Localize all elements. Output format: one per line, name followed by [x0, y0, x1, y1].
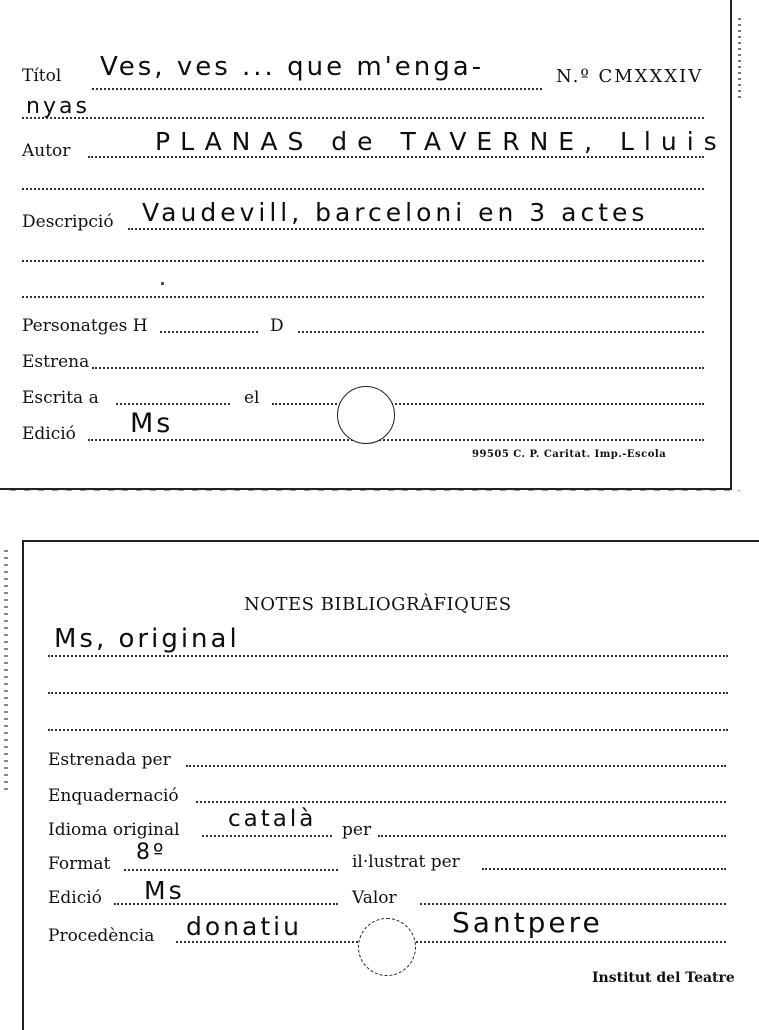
autor-line [88, 156, 704, 158]
edicio-value: Ms [130, 408, 174, 439]
titol-value: Ves, ves ... que m'enga- [100, 52, 485, 82]
procedencia-label: Procedència [48, 926, 155, 946]
catalog-number: N.º CMXXXIV [556, 66, 704, 87]
valor-label: Valor [352, 888, 397, 908]
punch-hole [337, 386, 395, 444]
edicio-label: Edició [22, 424, 76, 444]
descripcio-value: Vaudevill, barceloni en 3 actes [142, 198, 649, 227]
catalog-card-front [0, 0, 732, 490]
printer-mark: 99505 C. P. Caritat. Imp.-Escola [472, 449, 667, 460]
personatges-d-label: D [270, 316, 284, 336]
descripcio-line-3 [22, 296, 704, 298]
titol-line-2 [22, 117, 704, 119]
illustrat-label: il·lustrat per [352, 852, 460, 872]
enquadernacio-label: Enquadernació [48, 786, 179, 806]
illustrat-line [482, 868, 726, 870]
ink-speck [161, 282, 164, 285]
titol-label: Títol [22, 66, 62, 86]
titol-line [92, 88, 542, 90]
estrenada-label: Estrenada per [48, 750, 171, 770]
notes-line-2 [48, 692, 728, 694]
titol-value-continuation: nyas [26, 94, 90, 119]
scan-noise-divider [10, 490, 740, 491]
personatges-d-line [298, 331, 704, 333]
idioma-label: Idioma original [48, 820, 180, 840]
escrita-label: Escrita a [22, 388, 99, 408]
el-label: el [244, 388, 260, 408]
descripcio-line [128, 228, 704, 230]
notes-value: Ms, original [54, 624, 240, 654]
el-line [272, 403, 704, 405]
idioma-line [202, 835, 332, 837]
estrena-line [92, 367, 704, 369]
estrenada-line [186, 765, 726, 767]
back-edicio-label: Edició [48, 888, 102, 908]
format-label: Format [48, 854, 111, 874]
catalog-card-back [22, 540, 759, 1030]
enquadernacio-line [196, 801, 726, 803]
descripcio-line-2 [22, 260, 704, 262]
valor-line [420, 903, 726, 905]
scan-noise-left [4, 550, 8, 790]
autor-label: Autor [22, 141, 71, 161]
procedencia-line [176, 941, 726, 943]
idioma-per-line [378, 835, 726, 837]
procedencia-value-2: Santpere [452, 906, 603, 939]
back-edicio-value: Ms [144, 876, 185, 905]
institution-name: Institut del Teatre [592, 970, 735, 986]
punch-hole-back [358, 918, 416, 976]
descripcio-label: Descripció [22, 212, 114, 232]
autor-line-2 [22, 188, 704, 190]
notes-line-3 [48, 729, 728, 731]
notes-heading: NOTES BIBLIOGRÀFIQUES [244, 594, 512, 615]
procedencia-value: donatiu [186, 912, 302, 941]
format-line [124, 869, 338, 871]
notes-line-1 [48, 655, 728, 657]
edicio-line [88, 439, 704, 441]
idioma-per-label: per [342, 820, 372, 840]
scan-noise-right [738, 18, 741, 98]
personatges-h-line [160, 331, 258, 333]
autor-value: PLANAS de TAVERNE, Lluis [155, 127, 727, 156]
personatges-label: Personatges H [22, 316, 148, 336]
estrena-label: Estrena [22, 352, 90, 372]
idioma-value: català [228, 806, 317, 832]
format-value: 8º [136, 840, 167, 865]
escrita-line [116, 403, 230, 405]
